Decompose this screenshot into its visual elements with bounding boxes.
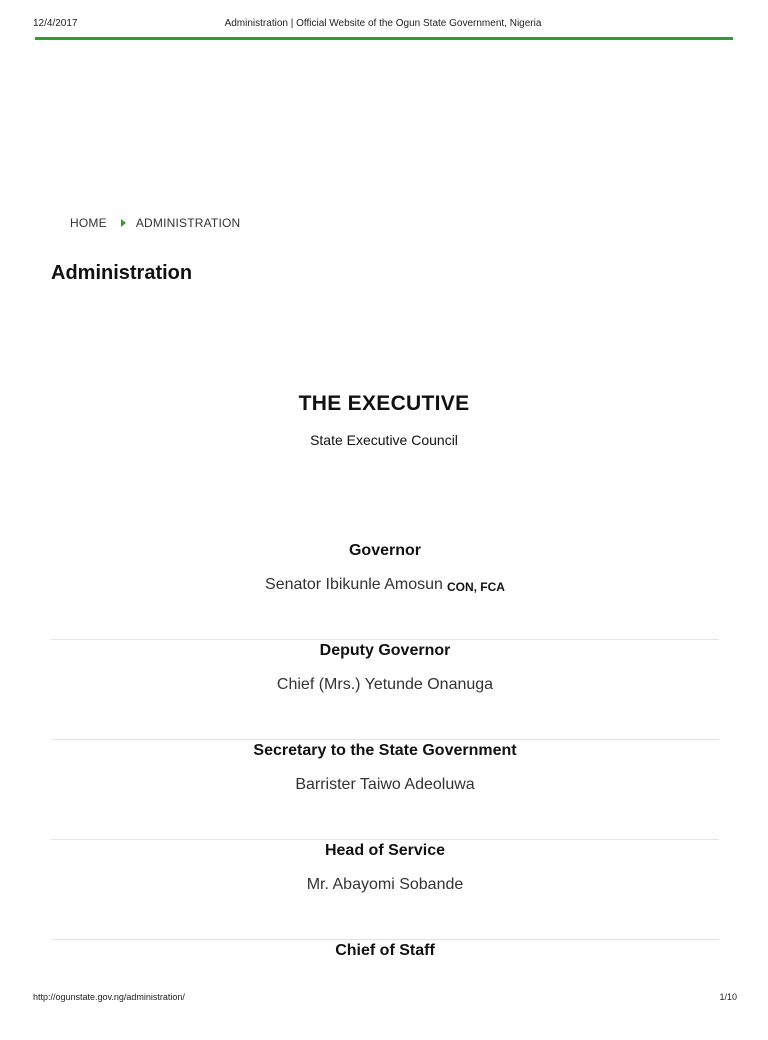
official-name-line [51, 576, 719, 594]
official-role: Deputy Governor [319, 642, 451, 659]
official-name: Barrister Taiwo Adeoluwa [295, 776, 475, 793]
official-role: Head of Service [324, 842, 446, 859]
chevron-right-icon [121, 219, 126, 227]
official-entry-secretary [51, 740, 719, 840]
header-accent-bar [35, 37, 733, 40]
official-title-suffix: CON, FCA [446, 580, 505, 594]
print-document-title: Administration | Official Website of the Ogun State Government, Nigeria [224, 18, 542, 29]
official-name-line [51, 776, 719, 794]
official-entry-chief-of-staff [51, 940, 719, 1040]
officials-list [51, 540, 719, 1040]
print-url: http://ogunstate.gov.ng/administration/ [33, 992, 185, 1002]
executive-heading: THE EXECUTIVE [298, 392, 470, 415]
breadcrumb-current: ADMINISTRATION [135, 216, 241, 230]
official-name-line [51, 876, 719, 894]
official-entry-governor [51, 540, 719, 640]
official-role: Governor [348, 542, 421, 559]
official-name: Mr. Abayomi Sobande [306, 876, 464, 893]
official-role: Chief of Staff [335, 942, 435, 959]
official-name: Chief (Mrs.) Yetunde Onanuga [276, 676, 494, 693]
print-date: 12/4/2017 [33, 18, 78, 29]
page-title: Administration [51, 262, 193, 284]
official-name: Senator Ibikunle Amosun [265, 576, 443, 593]
official-entry-deputy-governor [51, 640, 719, 740]
breadcrumb-home-link[interactable]: HOME [70, 216, 107, 230]
print-header [33, 18, 733, 32]
official-name-line [51, 676, 719, 694]
print-page-number: 1/10 [719, 992, 737, 1002]
executive-subheading: State Executive Council [310, 432, 458, 448]
breadcrumb [70, 216, 240, 230]
official-role: Secretary to the State Government [253, 742, 517, 759]
official-entry-head-of-service [51, 840, 719, 940]
